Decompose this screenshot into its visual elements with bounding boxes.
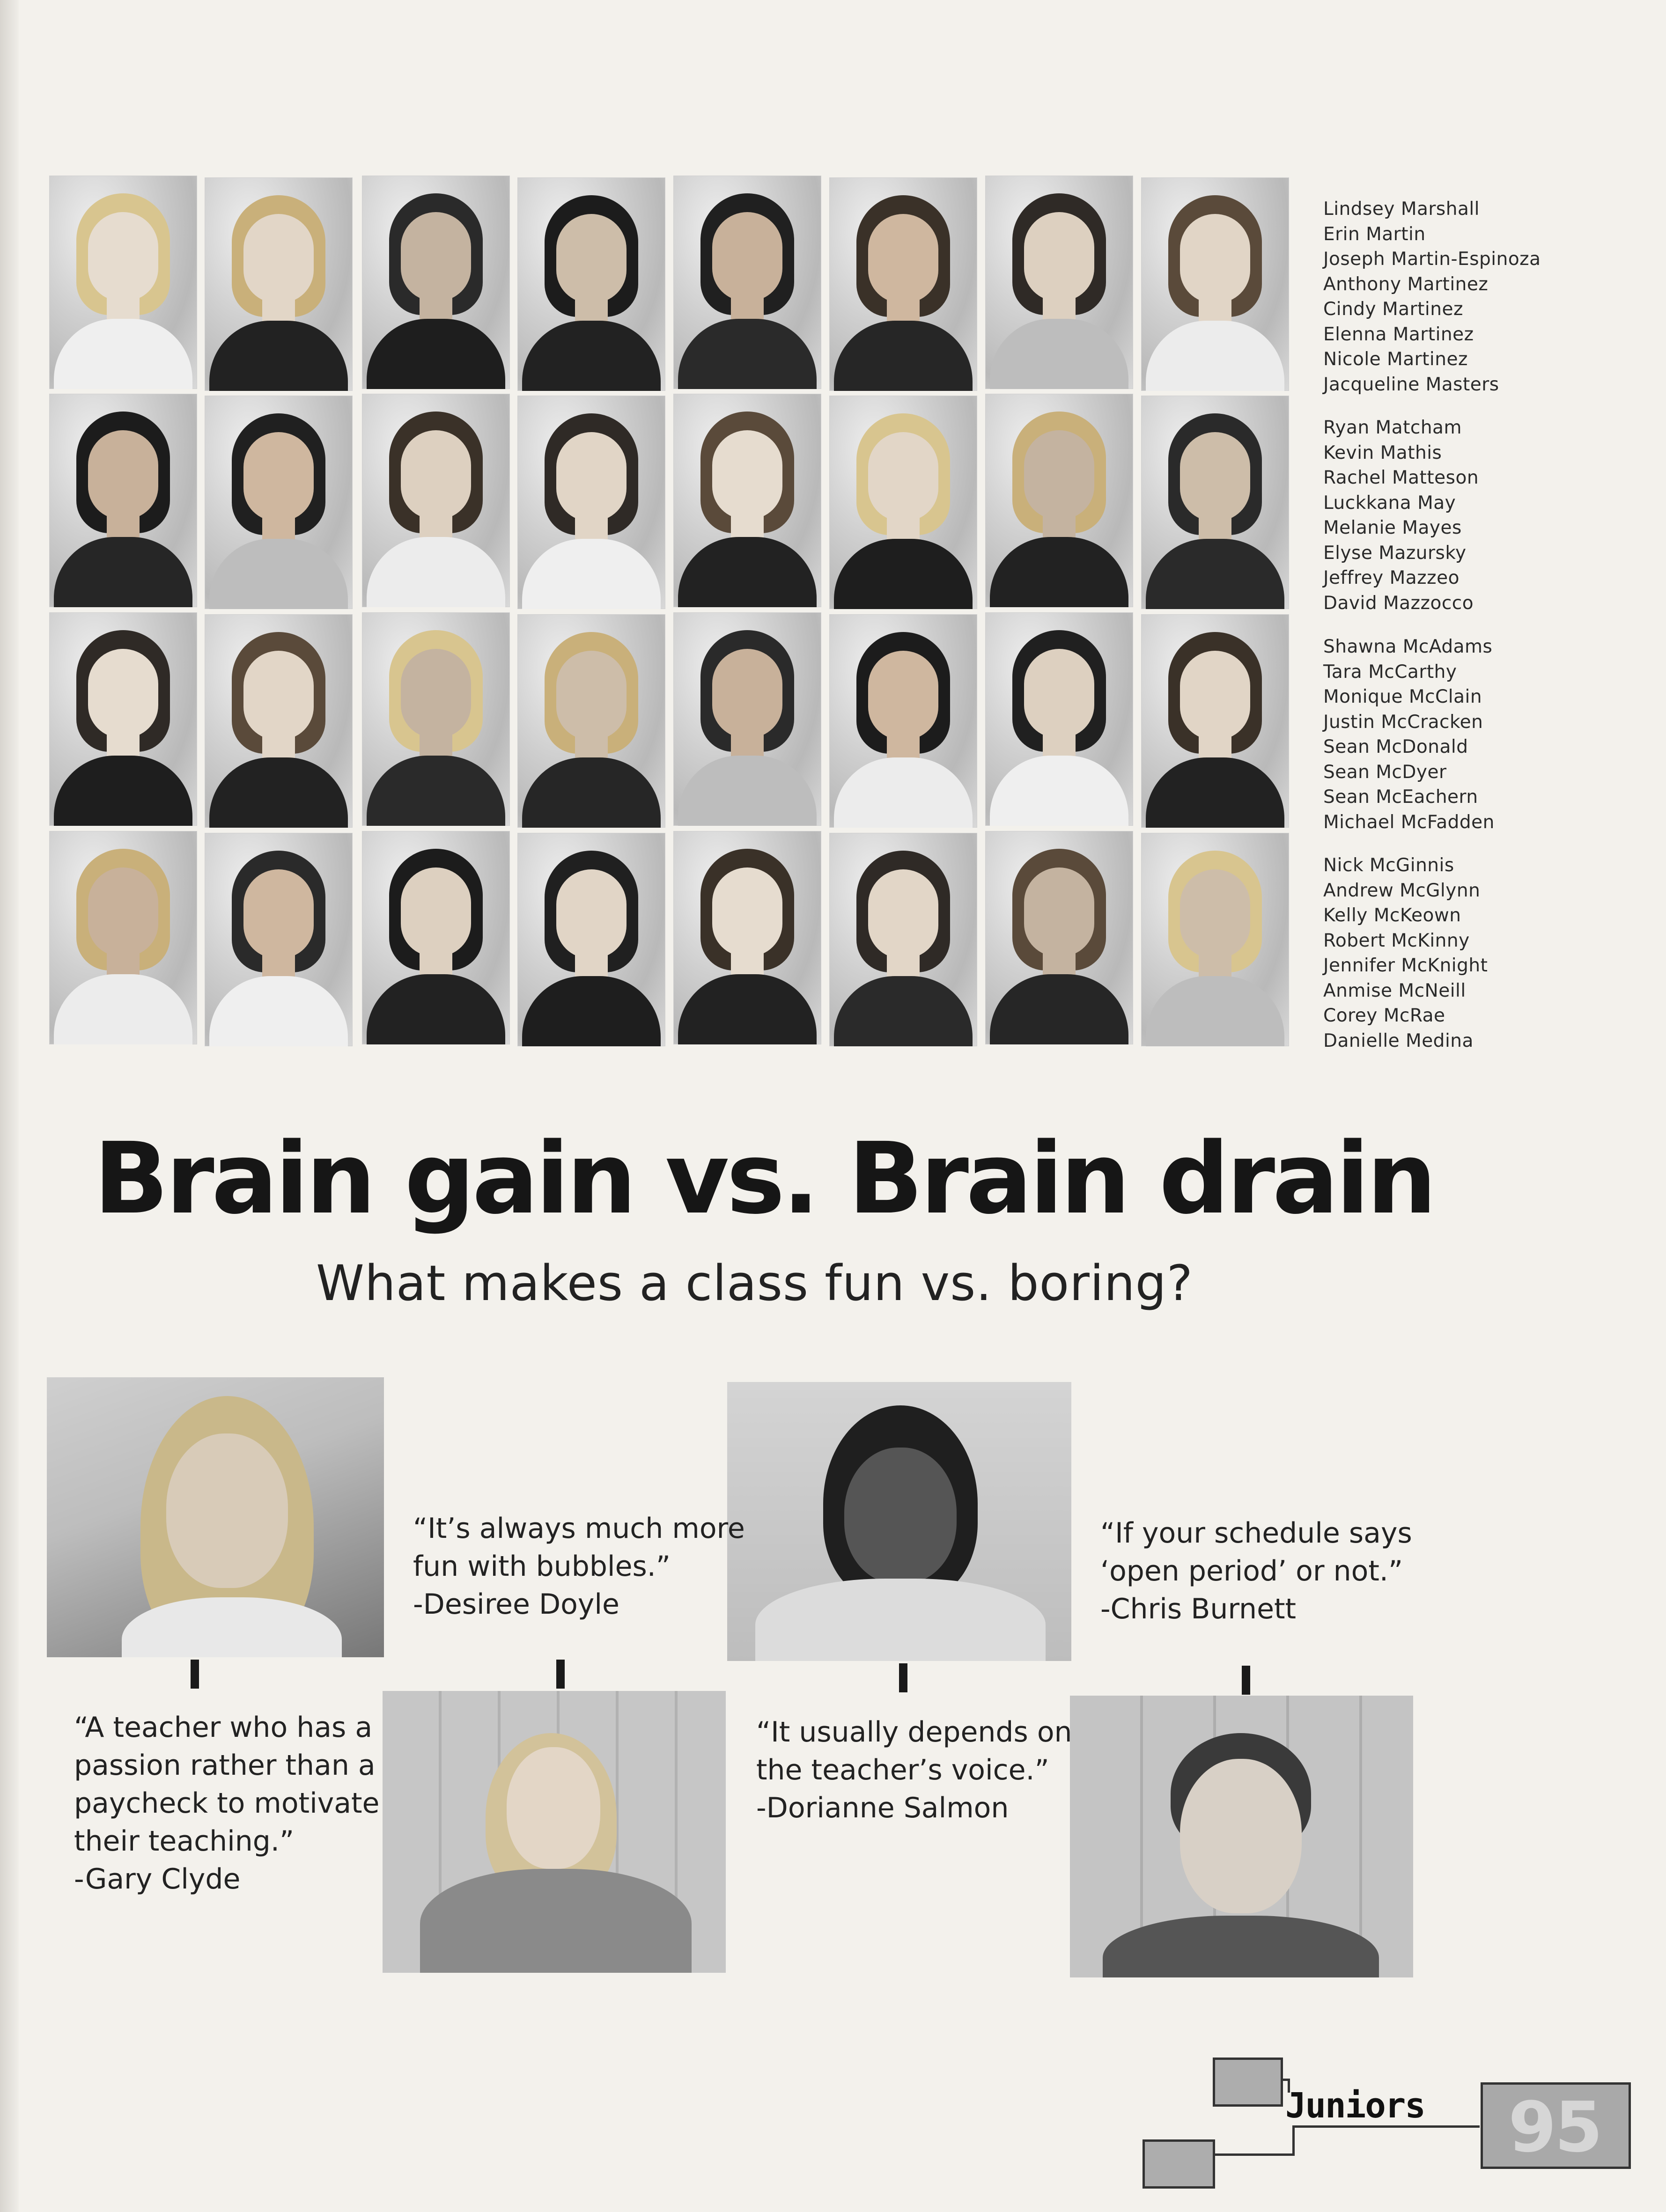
quote-dorianne-salmon [756,1713,1072,1827]
portrait-face [243,869,314,958]
student-name: Tara McCarthy [1323,661,1457,683]
portrait-shirt [522,321,661,391]
student-name: Anmise McNeill [1323,980,1466,1001]
portrait-shirt [522,757,661,828]
name-list-row-4 [1323,853,1651,1053]
connector-dorianne [899,1663,907,1692]
student-name: Lindsey Marshall [1323,198,1480,220]
student-name: David Mazzocco [1323,592,1474,614]
student-name: Justin McCracken [1323,711,1483,733]
name-list-row-3 [1323,634,1651,835]
student-name: Melanie Mayes [1323,517,1462,538]
portrait-face [401,867,471,956]
student-portrait [829,177,977,391]
portrait-shirt [990,319,1128,389]
quote-line: “It’s always much more [413,1512,745,1545]
student-name: Nicole Martinez [1323,349,1468,370]
portrait-face [1024,430,1094,519]
portrait-face [88,430,158,519]
portrait-shirt [367,537,505,607]
portrait-face [868,869,938,958]
student-name: Elenna Martinez [1323,323,1474,345]
portrait-face [88,867,158,956]
student-portrait [985,612,1133,826]
student-name: Sean McDonald [1323,736,1468,757]
portrait-shirt [367,974,505,1044]
portrait-shirt [54,974,192,1044]
student-portrait [829,614,977,828]
page-binding-edge [0,0,19,2212]
student-name: Joseph Martin-Espinoza [1323,249,1541,270]
portrait-face [1024,212,1094,301]
student-portrait [673,176,821,389]
page-number: 95 [1508,2087,1601,2168]
student-portrait [829,396,977,609]
quote-attribution: -Chris Burnett [1100,1593,1297,1625]
portrait-face [1024,867,1094,956]
student-name: Ryan Matcham [1323,417,1462,438]
connector-chris [1242,1666,1250,1695]
photo-chris-burnett [1070,1696,1413,1977]
page-headline: Brain gain vs. Brain drain [94,1121,1434,1236]
student-portrait [1141,833,1289,1046]
portrait-face [243,214,314,303]
student-portrait [362,176,510,389]
portrait-face [712,212,782,301]
student-portrait [673,394,821,607]
portrait-shirt [834,321,973,391]
student-portrait [49,612,197,826]
student-name: Erin Martin [1323,223,1426,245]
student-portrait [985,394,1133,607]
portrait-grid [49,176,1295,1051]
student-portrait [1141,614,1289,828]
portrait-face [88,649,158,738]
student-portrait [517,614,665,828]
page-subtitle: What makes a class fun vs. boring? [316,1255,1193,1312]
quote-desiree-doyle [413,1510,745,1624]
portrait-face [868,214,938,303]
quote-line: paycheck to motivate [74,1787,380,1820]
portrait-face [1180,432,1250,521]
student-name: Andrew McGlynn [1323,880,1481,901]
portrait-face [1180,214,1250,303]
portrait-shirt [1146,757,1284,828]
student-name: Cindy Martinez [1323,299,1463,320]
folio-section-title: Juniors [1285,2086,1425,2126]
student-name: Danielle Medina [1323,1030,1474,1051]
quote-chris-burnett [1100,1514,1412,1628]
connector-desiree [556,1660,565,1689]
student-name: Sean McDyer [1323,761,1447,783]
portrait-face [556,869,627,958]
photo-gary-clyde [47,1377,384,1657]
student-name: Jeffrey Mazzeo [1323,567,1460,588]
quote-line: their teaching.” [74,1825,295,1858]
student-name: Anthony Martinez [1323,273,1489,295]
portrait-shirt [678,974,817,1044]
portrait-face [556,214,627,303]
student-name: Jennifer McKnight [1323,955,1488,976]
portrait-shirt [834,757,973,828]
portrait-shirt [522,539,661,609]
portrait-shirt [1146,976,1284,1046]
portrait-face [243,651,314,740]
portrait-shirt [678,319,817,389]
portrait-shirt [1146,321,1284,391]
folio-line [1213,2153,1295,2156]
student-name: Luckkana May [1323,492,1456,514]
portrait-face [556,432,627,521]
connector-gary [191,1660,199,1689]
portrait-face [88,212,158,301]
quote-line: passion rather than a [74,1749,376,1782]
portrait-shirt [1146,539,1284,609]
portrait-face [401,649,471,738]
student-portrait [517,833,665,1046]
portrait-face [1180,869,1250,958]
student-portrait [205,833,353,1046]
student-name: Corey McRae [1323,1005,1445,1026]
portrait-shirt [522,976,661,1046]
portrait-shirt [678,756,817,826]
student-name: Nick McGinnis [1323,855,1454,876]
portrait-shirt [834,976,973,1046]
folio-deco-box-bottom [1143,2139,1215,2189]
student-portrait [362,831,510,1044]
student-portrait [517,396,665,609]
student-portrait [205,396,353,609]
student-portrait [1141,177,1289,391]
student-name: Shawna McAdams [1323,636,1493,657]
name-list-row-1 [1323,197,1651,397]
portrait-shirt [54,319,192,389]
photo-desiree-doyle [383,1691,726,1973]
quote-line: fun with bubbles.” [413,1550,671,1583]
student-portrait [49,831,197,1044]
student-name: Monique McClain [1323,686,1482,707]
portrait-face [401,430,471,519]
student-portrait [49,176,197,389]
quote-attribution: -Gary Clyde [74,1863,241,1896]
student-portrait [49,394,197,607]
portrait-shirt [54,537,192,607]
quote-line: “A teacher who has a [74,1711,373,1744]
student-portrait [1141,396,1289,609]
student-portrait [829,833,977,1046]
student-name: Robert McKinny [1323,930,1470,951]
portrait-shirt [834,539,973,609]
portrait-shirt [209,757,348,828]
portrait-shirt [54,756,192,826]
portrait-face [556,651,627,740]
student-portrait [517,177,665,391]
portrait-shirt [209,321,348,391]
portrait-face [868,651,938,740]
portrait-shirt [678,537,817,607]
student-name: Elyse Mazursky [1323,542,1467,564]
student-name: Michael McFadden [1323,811,1495,833]
portrait-face [712,649,782,738]
student-portrait [985,176,1133,389]
portrait-face [712,430,782,519]
student-portrait [362,612,510,826]
student-portrait [985,831,1133,1044]
folio-deco-box-top [1213,2058,1283,2107]
portrait-face [712,867,782,956]
portrait-shirt [209,539,348,609]
quote-attribution: -Dorianne Salmon [756,1792,1009,1824]
quote-line: ‘open period’ or not.” [1100,1555,1403,1587]
portrait-face [1024,649,1094,738]
student-name: Jacqueline Masters [1323,374,1499,395]
quote-attribution: -Desiree Doyle [413,1588,619,1621]
portrait-shirt [367,756,505,826]
student-portrait [673,612,821,826]
student-portrait [205,614,353,828]
quote-line: “If your schedule says [1100,1517,1412,1550]
student-portrait [673,831,821,1044]
quote-line: “It usually depends on [756,1716,1072,1749]
portrait-shirt [990,537,1128,607]
student-name: Rachel Matteson [1323,467,1479,488]
quote-line: the teacher’s voice.” [756,1754,1049,1786]
student-portrait [205,177,353,391]
portrait-face [1180,651,1250,740]
student-name: Kelly McKeown [1323,905,1461,926]
folio-line [1292,2125,1295,2156]
photo-dorianne-salmon [727,1382,1071,1661]
portrait-shirt [990,974,1128,1044]
student-name: Sean McEachern [1323,786,1478,808]
portrait-shirt [209,976,348,1046]
portrait-face [401,212,471,301]
student-portrait [362,394,510,607]
student-name: Kevin Mathis [1323,442,1442,463]
portrait-shirt [367,319,505,389]
portrait-face [868,432,938,521]
name-list-row-2 [1323,415,1651,616]
quote-gary-clyde [74,1709,379,1898]
portrait-shirt [990,756,1128,826]
portrait-face [243,432,314,521]
